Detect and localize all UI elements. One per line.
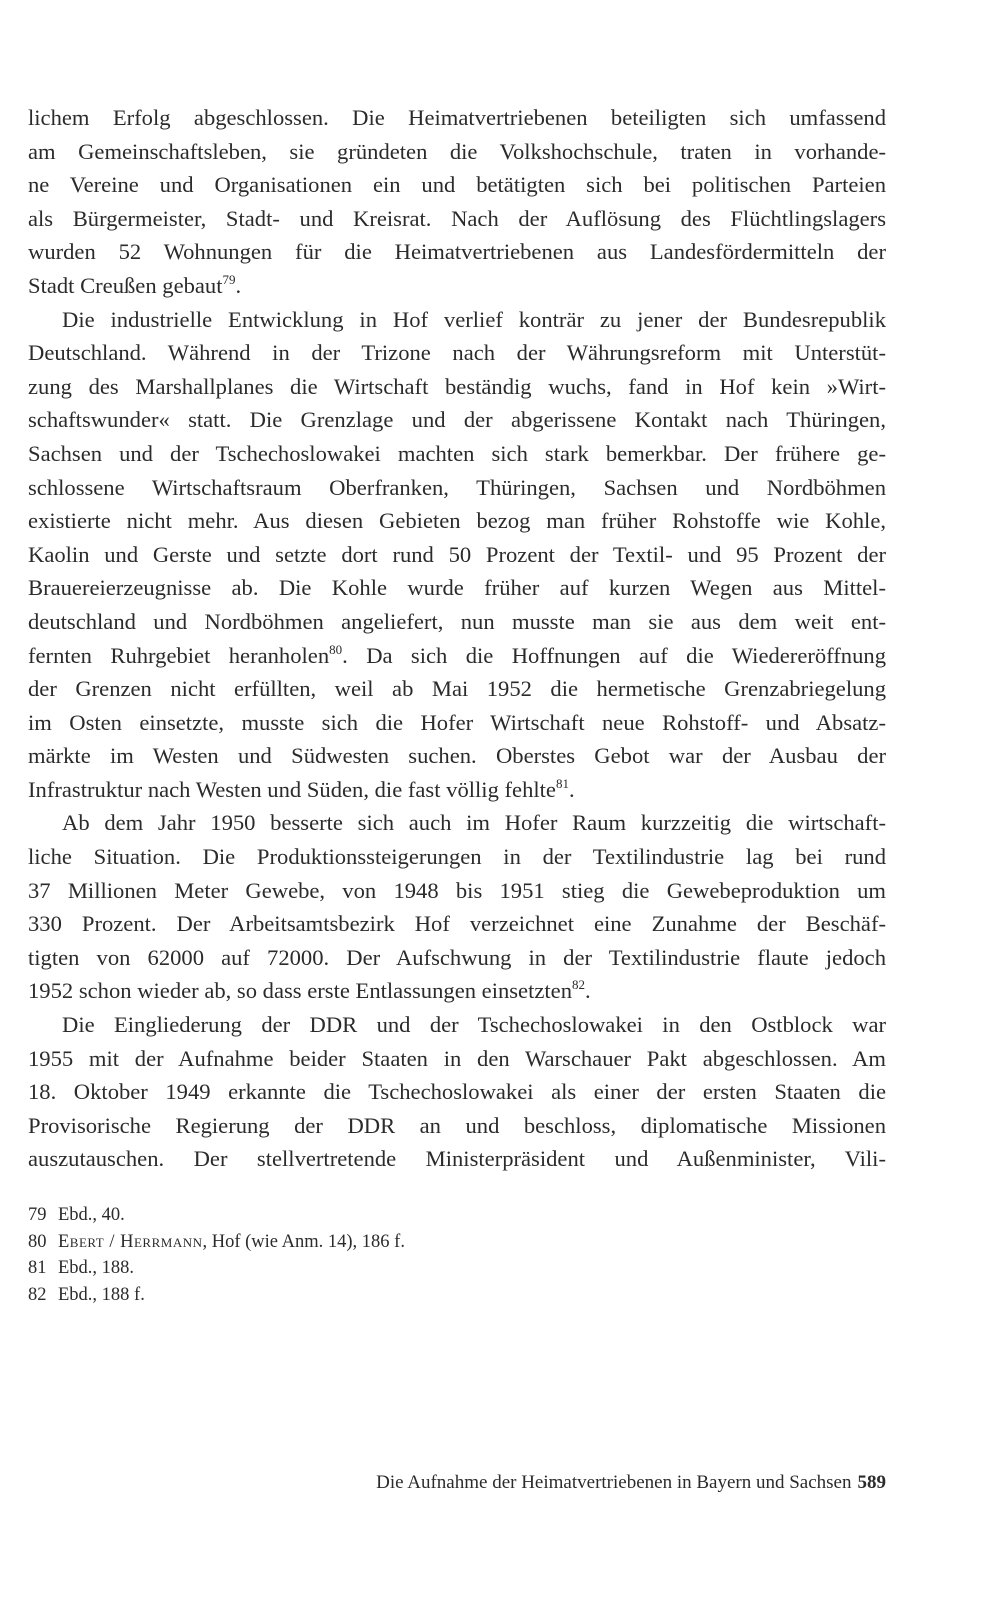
text-line: am Gemeinschaftsleben, sie gründeten die Volkshochschule, traten in vorhande- [28, 138, 886, 164]
text-line: schlossene Wirtschaftsraum Oberfranken, Thüringen, Sachsen und Nordböhmen [28, 474, 886, 500]
text-line: ne Vereine und Organisationen ein und betätigten sich bei politischen Parteien [28, 172, 886, 198]
text-line: zung des Marshallplanes die Wirtschaft beständig wuchs, fand in Hof kein »Wirt- [28, 373, 886, 399]
text-line: Die industrielle Entwicklung in Hof verlief konträr zu jener der Bundesrepublik [62, 306, 886, 332]
footnote-ref: 82 [572, 977, 585, 993]
footnote-ref: 81 [555, 775, 569, 791]
text-line: 18. Oktober 1949 erkannte die Tschechoslowakei als einer der ersten Staaten die [28, 1079, 886, 1105]
footnote-number: 79 [28, 1205, 47, 1225]
text-line: Provisorische Regierung der DDR an und beschloss, diplomatische Missionen [28, 1112, 886, 1138]
text-line: Deutschland. Während in der Trizone nach der Währungsreform mit Unterstüt- [28, 340, 886, 366]
footnotes [28, 1202, 886, 1308]
footnote-authors: Ebert / Herrmann [58, 1231, 203, 1252]
text-line: als Bürgermeister, Stadt- und Kreisrat. Nach der Auflösung des Flüchtlingslagers [28, 205, 886, 231]
text-line: der Grenzen nicht erfüllten, weil ab Mai 1952 die hermetische Grenzabriegelung [28, 676, 886, 702]
footnote-number: 82 [28, 1284, 47, 1305]
footnote-ref: 80 [329, 641, 343, 657]
text-line: im Osten einsetzte, musste sich die Hofer Wirtschaft neue Rohstoff- und Absatz- [28, 709, 886, 735]
text-line: auszutauschen. Der stellvertretende Ministerpräsident und Außenminister, Vili- [28, 1146, 886, 1172]
text-line: 37 Millionen Meter Gewebe, von 1948 bis 1951 stieg die Gewebeproduktion um [28, 877, 886, 903]
footnote-number: 81 [28, 1258, 47, 1278]
page-number: 589 [857, 1472, 886, 1493]
text-line: deutschland und Nordböhmen angeliefert, nun musste man sie aus dem weit ent- [28, 608, 886, 634]
text-line: lichem Erfolg abgeschlossen. Die Heimatvertriebenen beteiligten sich umfassend [28, 105, 886, 130]
text-line: Kaolin und Gerste und setzte dort rund 50 Prozent der Textil- und 95 Prozent der [28, 541, 886, 567]
footnote-ref: 79 [222, 271, 236, 287]
text-line: 1952 schon wieder ab, so dass erste Entlassungen einsetzten$^{82}$. [28, 977, 591, 1004]
text-line: märkte im Westen und Südwesten suchen. Oberstes Gebot war der Ausbau der [28, 743, 886, 769]
running-footer [28, 1472, 886, 1494]
running-title: Die Aufnahme der Heimatvertriebenen in Bayern und Sachsen [376, 1472, 852, 1493]
footnote: 80 Ebert / Herrmann, Hof (wie Anm. 14), 186 f. [28, 1229, 886, 1256]
text-line: existierte nicht mehr. Aus diesen Gebieten bezog man früher Rohstoffe wie Kohle, [28, 508, 886, 534]
text-line: schaftswunder« statt. Die Grenzlage und der abgerissene Kontakt nach Thüringen, [28, 407, 886, 433]
footnote: 82 Ebd., 188 f. [28, 1282, 886, 1309]
footnote-number: 80 [28, 1231, 47, 1252]
body-text [28, 101, 886, 1176]
text-line: Ab dem Jahr 1950 besserte sich auch im Hofer Raum kurzzeitig die wirtschaft- [62, 810, 886, 836]
text-line: 330 Prozent. Der Arbeitsamtsbezirk Hof verzeichnet eine Zunahme der Beschäf- [28, 911, 886, 937]
text-line: Stadt Creußen gebaut$^{79}$. [28, 271, 242, 298]
text-line: wurden 52 Wohnungen für die Heimatvertriebenen aus Landesfördermitteln der [28, 239, 886, 265]
text-line: Sachsen und der Tschechoslowakei machten sich stark bemerkbar. Der frühere ge- [28, 440, 886, 466]
text-line: Infrastruktur nach Westen und Süden, die fast völlig fehlte$^{81}$. [28, 775, 575, 802]
text-line: Die Eingliederung der DDR und der Tschechoslowakei in den Ostblock war [62, 1012, 886, 1038]
text-line: liche Situation. Die Produktionssteigerungen in der Textilindustrie lag bei rund [28, 844, 886, 870]
text-line: 1955 mit der Aufnahme beider Staaten in den Warschauer Pakt abgeschlossen. Am [28, 1045, 886, 1071]
footnote: 79 Ebd., 40. [28, 1202, 886, 1229]
text-line: tigten von 62000 auf 72000. Der Aufschwung in der Textilindustrie flaute jedoch [28, 944, 886, 970]
text-line: Brauereierzeugnisse ab. Die Kohle wurde früher auf kurzen Wegen aus Mittel- [28, 575, 886, 601]
footnote: 81 Ebd., 188. [28, 1255, 886, 1282]
text-line: fernten Ruhrgebiet heranholen$^{80}$. Da sich die Hoffnungen auf die Wiedereröffnung [28, 641, 886, 668]
